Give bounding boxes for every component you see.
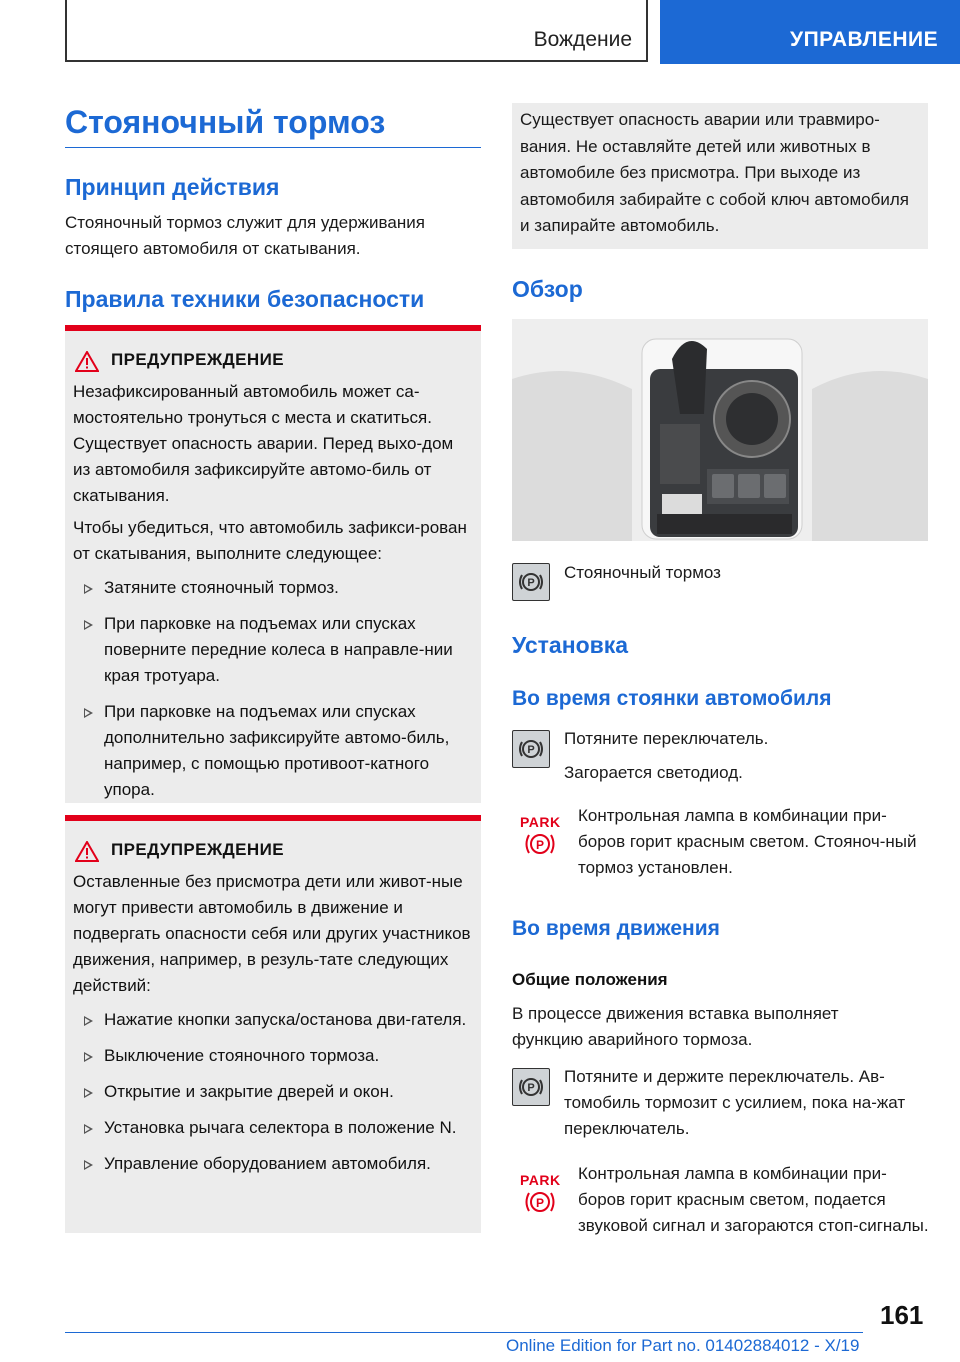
parking-heading: Во время стоянки автомобиля: [512, 687, 832, 710]
overview-heading: Обзор: [512, 276, 583, 302]
header-chapter-tab[interactable]: [660, 0, 960, 64]
warning-text: Чтобы убедиться, что автомобиль зафикси-рован от скатывания, выполните следующее:: [73, 518, 467, 563]
list-item: Выключение стояночного тормоза.: [78, 1043, 473, 1069]
bullet-arrow-icon: [84, 1052, 93, 1062]
warning-triangle-icon: [75, 351, 99, 377]
svg-text:P: P: [527, 744, 535, 756]
list-item: Управление оборудованием автомобиля.: [78, 1151, 473, 1177]
principle-heading: Принцип действия: [65, 174, 280, 200]
photo-caption: Стояночный тормоз: [564, 563, 721, 582]
driving-step: Потяните и держите переключатель. Ав-томобиль тормозит с усилием, пока на-жат переключатель.: [564, 1067, 906, 1138]
list-item: При парковке на подъемах или спусках поверните передние колеса в направле-нии края тротуара.: [78, 611, 473, 689]
warning-box-2: [65, 815, 481, 1233]
warning-triangle-icon: [75, 841, 99, 867]
parking-brake-switch-icon: [512, 730, 550, 768]
bullet-arrow-icon: [84, 1016, 93, 1026]
bullet-arrow-icon: [84, 1160, 93, 1170]
svg-text:P: P: [535, 838, 545, 852]
svg-text:P: P: [535, 1196, 545, 1210]
bullet-arrow-icon: [84, 1088, 93, 1098]
parking-brake-switch-icon: [512, 563, 550, 601]
footer-rule: [65, 1332, 863, 1333]
list-item: Установка рычага селектора в положение N.: [78, 1115, 473, 1141]
driving-heading: Во время движения: [512, 917, 720, 940]
warning-title: ПРЕДУПРЕЖДЕНИЕ: [111, 840, 284, 859]
warning-text: Незафиксированный автомобиль может са-мостоятельно тронуться с места и скатиться. Существует опасность аварии. Перед выхо-дом из автомобиля зафиксируйте автомо-биль от скатывания.: [73, 382, 454, 505]
page-title: Стояночный тормоз: [65, 104, 386, 140]
bullet-arrow-icon: [84, 708, 93, 718]
warning-text: Оставленные без присмотра дети или живот-ные могут привести автомобиль в движение и подвергать опасности себя или других участников движения, например, в резуль-тате следующих действий:: [73, 872, 471, 995]
warning-continuation: Существует опасность аварии или травмиро-вания. Не оставляйте детей или животных в автомобиле без присмотра. При выходе из автомобиля забирайте с собой ключ автомобиля и запирайте автомобиль.: [512, 103, 928, 249]
bullet-arrow-icon: [84, 1124, 93, 1134]
title-rule: [65, 147, 481, 148]
parking-lamp-text: Контрольная лампа в комбинации при-боров горит красным светом. Стояноч-ный тормоз установлен.: [578, 806, 917, 877]
bullet-arrow-icon: [84, 620, 93, 630]
list-item: Затяните стояночный тормоз.: [78, 575, 473, 601]
header-section-label: Вождение: [533, 28, 632, 51]
warning-list: [73, 575, 473, 803]
park-warning-lamp-icon: PARK P: [520, 814, 561, 852]
park-warning-lamp-icon: PARK P: [520, 1172, 561, 1210]
general-text: В процессе движения вставка выполняет функцию аварийного тормоза.: [512, 1004, 839, 1049]
parking-step-2: Загорается светодиод.: [564, 763, 743, 782]
safety-heading: Правила техники безопасности: [65, 286, 425, 312]
svg-text:P: P: [527, 1082, 535, 1094]
parking-brake-switch-icon: [512, 1068, 550, 1106]
page-number: 161: [880, 1300, 924, 1330]
list-item: При парковке на подъемах или спусках дополнительно зафиксируйте автомо-биль, например, с помощью противоот-катного упора.: [78, 699, 473, 803]
warning-title: ПРЕДУПРЕЖДЕНИЕ: [111, 350, 284, 369]
header-chapter-label: УПРАВЛЕНИЕ: [790, 28, 939, 51]
list-item: Нажатие кнопки запуска/останова дви-гателя.: [78, 1007, 473, 1033]
general-heading: Общие положения: [512, 970, 668, 989]
setting-heading: Установка: [512, 632, 629, 658]
svg-text:P: P: [527, 577, 535, 589]
console-photo: [512, 319, 928, 541]
header-section-box: [65, 0, 648, 62]
footer-edition: Online Edition for Part no. 01402884012 - X/19: [506, 1336, 860, 1355]
driving-lamp-text: Контрольная лампа в комбинации при-боров горит красным светом, подается звуковой сигнал и загораются стоп-сигналы.: [578, 1164, 929, 1235]
warning-box-1: [65, 325, 481, 803]
list-item: Открытие и закрытие дверей и окон.: [78, 1079, 473, 1105]
principle-text: Стояночный тормоз служит для удерживания стоящего автомобиля от скатывания.: [65, 213, 425, 258]
bullet-arrow-icon: [84, 584, 93, 594]
warning-list: [73, 1007, 473, 1177]
parking-step-1: Потяните переключатель.: [564, 729, 769, 748]
